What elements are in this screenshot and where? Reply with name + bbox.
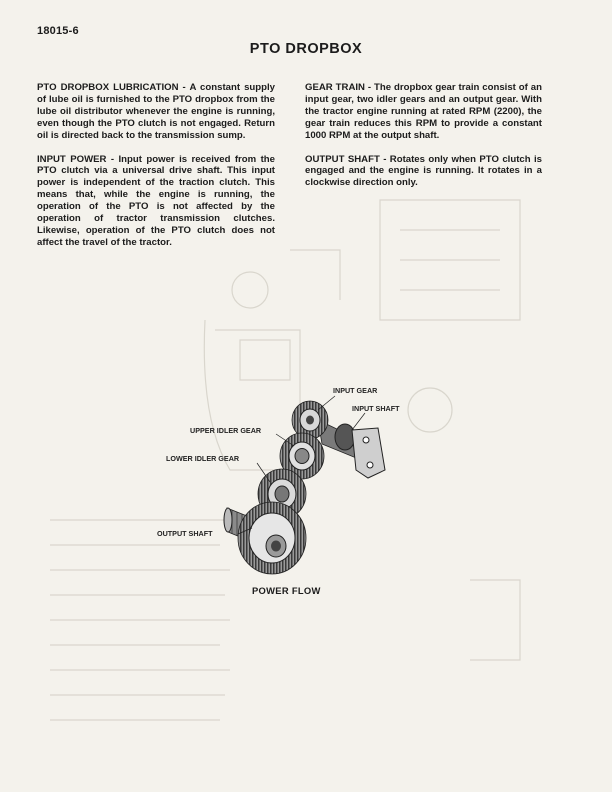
lower-idler-gear-label: LOWER IDLER GEAR bbox=[166, 454, 240, 463]
lubrication-body: A constant supply of lube oil is furnished to the PTO dropbox from the lube oil distributor whenever the engine is running, even though the PTO clutch is not engaged. Return oil is directed back to the transmission sump. bbox=[37, 82, 275, 141]
gear-train-paragraph: GEAR TRAIN - The dropbox gear train consist of an input gear, two idler gears and an output gear. With the tractor engine running at rated RPM (2200), the gear train reduces this RPM to provide a constant 1000 RPM at the output shaft. bbox=[305, 82, 542, 141]
gear-train-body: The dropbox gear train consist of an input gear, two idler gears and an output gear. With the tractor engine running at rated RPM (2200), the gear train reduces this RPM to provide a constant 1000 RPM at the output shaft. bbox=[305, 82, 542, 141]
lubrication-heading: PTO DROPBOX LUBRICATION bbox=[37, 82, 179, 93]
input-power-paragraph: INPUT POWER - Input power is received from the PTO clutch via a universal drive shaft. This input power is independent of the traction clutch. This means that, while the engine is running, the operation of the PTO is not affected by the operation of tractor transmission clutches. Likewise, operation of the PTO clutch does not affect the travel of the tractor. bbox=[37, 153, 275, 248]
input-gear-label: INPUT GEAR bbox=[333, 386, 378, 395]
input-shaft-illustration bbox=[318, 420, 385, 478]
output-shaft-body: Rotates only when PTO clutch is engaged and the engine is running. It rotates in a clockwise direction only. bbox=[305, 153, 542, 189]
input-power-body: Input power is received from the PTO clutch via a universal drive shaft. This input power is independent of the traction clutch. This means that, while the engine is running, the operation of the PTO is not affected by the operation of tractor transmission clutches. Likewise, operation of the PTO clutch does not affect the travel of the tractor. bbox=[37, 153, 275, 248]
upper-idler-gear-label: UPPER IDLER GEAR bbox=[190, 426, 262, 435]
lubrication-paragraph: PTO DROPBOX LUBRICATION - A constant supply of lube oil is furnished to the PTO dropbox from the lube oil distributor whenever the engine is running, even though the PTO clutch is not engaged. Return oil is directed back to the transmission sump. bbox=[37, 82, 275, 141]
input-shaft-label: INPUT SHAFT bbox=[352, 404, 400, 413]
page-title: PTO DROPBOX bbox=[249, 41, 363, 57]
output-shaft-label: OUTPUT SHAFT bbox=[157, 529, 213, 538]
output-shaft-heading: OUTPUT SHAFT bbox=[305, 153, 380, 165]
output-gear-illustration bbox=[238, 502, 306, 574]
input-power-heading: INPUT POWER bbox=[37, 153, 107, 165]
gear-train-heading: GEAR TRAIN bbox=[305, 82, 365, 93]
page-number: 18015-6 bbox=[37, 25, 79, 37]
output-shaft-paragraph: OUTPUT SHAFT - Rotates only when PTO clutch is engaged and the engine is running. It rotates in a clockwise direction only. bbox=[305, 153, 542, 189]
diagram-caption: POWER FLOW bbox=[252, 585, 321, 596]
